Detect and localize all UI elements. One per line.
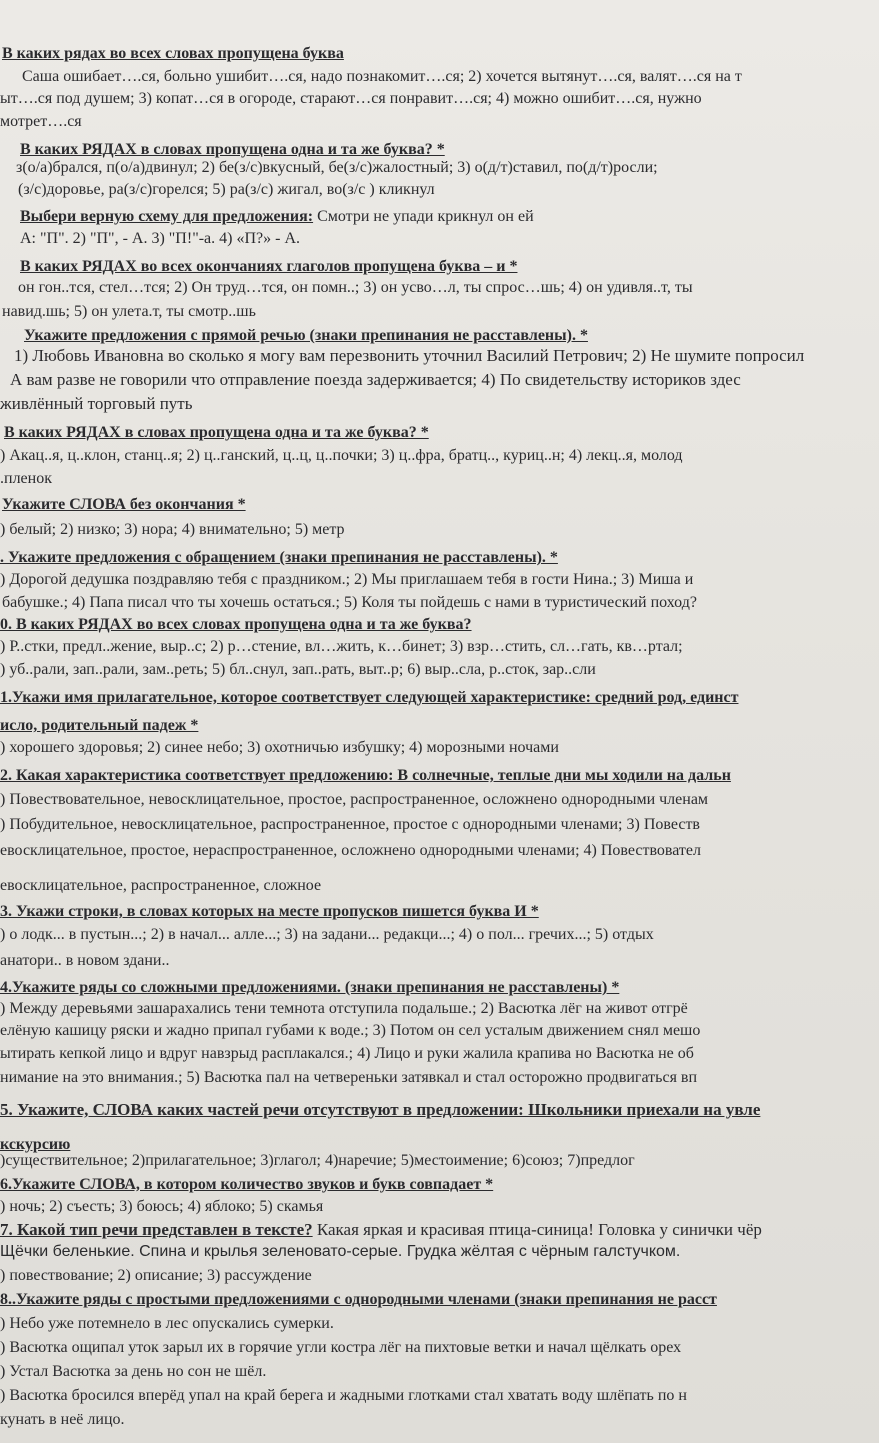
question-heading: 2. Какая характеристика соответствует предложению: В солнечные, теплые дни мы ходили на дальн (0, 767, 731, 784)
answer-line: ) о лодк... в пустын...; 2) в начал... алле...; 3) на задани... редакци...; 4) о пол... гречих...; 5) отдых (0, 926, 654, 943)
question-heading: исло, родительный падеж * (0, 717, 199, 734)
question-sentence: Какая яркая и красивая птица-синица! Головка у синички чёр (312, 1220, 762, 1239)
answer-line: нимание на это внимания.; 5) Васютка пал на четвереньки затявкал и стал осторожно продвигаться вп (0, 1069, 698, 1086)
question-heading: кскурсию (0, 1136, 71, 1153)
answer-line: ) Дорогой дедушка поздравляю тебя с праздником.; 2) Мы приглашаем тебя в гости Нина.; 3) Миша и (0, 571, 694, 588)
question-heading (20, 207, 534, 227)
answer-line: ) Повествовательное, невосклицательное, простое, распространенное, осложнено однородными членам (0, 791, 709, 808)
question-heading: 1.Укажи имя прилагательное, которое соответствует следующей характеристике: средний род, единст (0, 689, 739, 706)
question-heading: В каких рядах во всех словах пропущена буква (2, 45, 344, 62)
question-heading: 6.Укажите СЛОВА, в котором количество звуков и букв совпадает * (0, 1176, 494, 1193)
question-sentence: Смотри не упади крикнул он ей (313, 208, 534, 225)
answer-line: кунать в неё лицо. (0, 1411, 125, 1428)
answer-line: елёную кашицу ряски и жадно припал губами к воде.; 3) Потом он сел усталым движением снял мешо (0, 1022, 701, 1039)
answer-line: А: "П". 2) "П", - А. 3) "П!"-а. 4) «П?» - А. (20, 230, 301, 247)
answer-line: ытирать кепкой лицо и вдруг навзрыд расплакался.; 4) Лицо и руки жалила крапива но Васютка не об (0, 1045, 694, 1062)
answer-line: ыт….ся под душем; 3) копат…ся в огороде, старают…ся понравит….ся; 4) можно ошибит….ся, нужно (0, 90, 702, 107)
answer-line: евосклицательное, простое, нераспространенное, осложнено однородными членами; 4) Повествовател (0, 842, 702, 859)
answer-line: живлённый торговый путь (0, 394, 193, 413)
question-heading: В каких РЯДАХ в словах пропущена одна и та же буква? * (20, 141, 445, 158)
question-heading: 3. Укажи строки, в словах которых на месте пропусков пишется буква И * (0, 903, 539, 920)
answer-line: ) Р..стки, предл..жение, выр..с; 2) р…стение, вл…жить, к…бинет; 3) взр…стить, сл…гать, кв…ртал; (0, 638, 683, 655)
question-heading: 8..Укажите ряды с простыми предложениями с однородными членами (знаки препинания не расст (0, 1291, 717, 1308)
answer-line: ) повествование; 2) описание; 3) рассуждение (0, 1267, 312, 1284)
answer-line: з(о/а)брался, п(о/а)двинул; 2) бе(з/с)вкусный, бе(з/с)жалостный; 3) о(д/т)ставил, по(д/т)росли; (16, 159, 658, 176)
answer-line: ) уб..рали, зап..рали, зам..реть; 5) бл..снул, зап..рать, выт..р; 6) выр..сла, р..сток, зар..сли (0, 661, 596, 678)
answer-line: (з/с)доровье, ра(з/с)горелся; 5) ра(з/с) жигал, во(з/с ) кликнул (18, 181, 435, 198)
question-heading: . Укажите предложения с обращением (знаки препинания не расставлены). * (0, 549, 558, 566)
answer-line: ) Побудительное, невосклицательное, распространенное, простое с однородными членами; 3) Повеств (0, 816, 700, 833)
question-heading-text: Выбери верную схему для предложения: (20, 208, 314, 225)
question-heading-text: 7. Какой тип речи представлен в тексте? (0, 1220, 313, 1239)
answer-line: ) Небо уже потемнело в лес опускались сумерки. (0, 1315, 334, 1332)
question-heading (0, 1220, 762, 1240)
question-heading: 0. В каких РЯДАХ во всех словах пропущена одна и та же буква? (0, 616, 472, 633)
answer-line: ) хорошего здоровья; 2) синее небо; 3) охотничью избушку; 4) морозными ночами (0, 739, 559, 756)
answer-line: )существительное; 2)прилагательное; 3)глагол; 4)наречие; 5)местоимение; 6)союз; 7)предлог (0, 1152, 635, 1169)
answer-line: ) ночь; 2) съесть; 3) боюсь; 4) яблоко; 5) скамья (0, 1198, 324, 1215)
question-heading: 4.Укажите ряды со сложными предложениями. (знаки препинания не расставлены) * (0, 979, 620, 996)
answer-line: бабушке.; 4) Папа писал что ты хочешь остаться.; 5) Коля ты пойдешь с нами в туристический поход? (2, 594, 697, 611)
answer-line: ) Между деревьями зашарахались тени темнота отступила подальше.; 2) Васютка лёг на живот отгрё (0, 1000, 688, 1017)
answer-line: ) Устал Васютка за день но сон не шёл. (0, 1363, 267, 1380)
answer-line: он гон..тся, стел…тся; 2) Он труд…тся, он помн..; 3) он усво…л, ты спрос…шь; 4) он удивля..т, ты (18, 279, 693, 296)
answer-line: мотрет….ся (0, 113, 82, 130)
answer-line: евосклицательное, распространенное, сложное (0, 877, 322, 894)
answer-line: ) белый; 2) низко; 3) нора; 4) внимательно; 5) метр (0, 521, 345, 538)
question-heading: Укажите СЛОВА без окончания * (2, 496, 246, 513)
answer-line: Саша ошибает….ся, больно ушибит….ся, надо познакомит….ся; 2) хочется вытянут….ся, валят….ся на т (22, 68, 742, 85)
question-heading: В каких РЯДАХ во всех окончаниях глаголов пропущена буква – и * (20, 258, 518, 275)
answer-line: ) Акац..я, ц..клон, станц..я; 2) ц..ганский, ц..ц, ц..почки; 3) ц..фра, братц.., куриц..н; 4) лекц..я, молод (0, 447, 683, 464)
question-heading: В каких РЯДАХ в словах пропущена одна и та же буква? * (4, 424, 429, 441)
answer-line: анатори.. в новом здани.. (0, 952, 170, 969)
question-heading: 5. Укажите, СЛОВА каких частей речи отсутствуют в предложении: Школьники приехали на увле (0, 1100, 761, 1119)
answer-line: ) Васютка бросился вперёд упал на край берега и жадными глотками стал хватать воду шлёпать по н (0, 1387, 687, 1404)
answer-line: ) Васютка ощипал уток зарыл их в горячие угли костра лёг на пихтовые ветки и начал щёлкать орех (0, 1339, 682, 1356)
answer-line: А вам разве не говорили что отправление поезда задерживается; 4) По свидетельству историков здес (10, 370, 741, 389)
answer-line: навид.шь; 5) он улета.т, ты смотр..шь (2, 303, 256, 320)
answer-line: .пленок (0, 470, 52, 487)
answer-line: Щёчки беленькие. Спина и крылья зеленовато-серые. Грудка жёлтая с чёрным галстучком. (0, 1243, 681, 1260)
question-heading: Укажите предложения с прямой речью (знаки препинания не расставлены). * (24, 327, 588, 344)
answer-line: 1) Любовь Ивановна во сколько я могу вам перезвонить уточнил Василий Петрович; 2) Не шумите попросил (14, 346, 805, 365)
